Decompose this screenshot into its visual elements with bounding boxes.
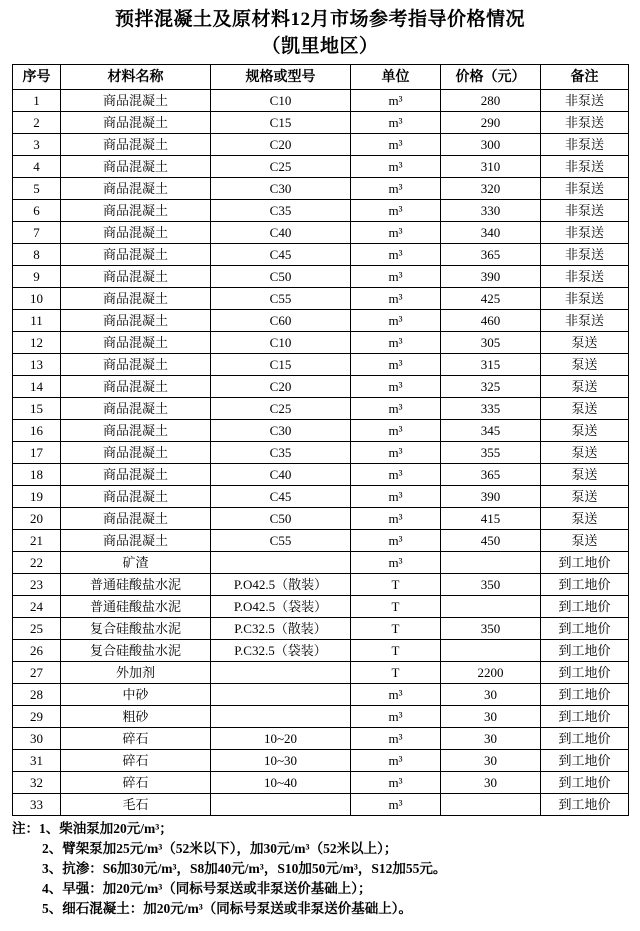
cell-index: 30 [13, 728, 61, 750]
cell-price: 30 [441, 750, 541, 772]
cell-spec [211, 552, 351, 574]
note-line-3: 3、抗渗：S6加30元/m³，S8加40元/m³，S10加50元/m³，S12加55元。 [42, 861, 447, 876]
table-row [13, 596, 629, 618]
cell-remark: 到工地价 [541, 552, 629, 574]
table-row [13, 156, 629, 178]
cell-remark: 泵送 [541, 464, 629, 486]
cell-unit: m³ [351, 772, 441, 794]
title-line-2: （凯里地区） [261, 36, 379, 57]
cell-spec: C55 [211, 530, 351, 552]
cell-remark: 泵送 [541, 376, 629, 398]
cell-index: 9 [13, 266, 61, 288]
cell-material: 商品混凝土 [61, 486, 211, 508]
cell-spec: C20 [211, 376, 351, 398]
cell-spec: P.O42.5（散装） [211, 574, 351, 596]
cell-material: 复合硅酸盐水泥 [61, 640, 211, 662]
column-header-unit: 单位 [351, 65, 441, 90]
cell-material: 商品混凝土 [61, 222, 211, 244]
cell-price: 425 [441, 288, 541, 310]
cell-price: 415 [441, 508, 541, 530]
column-header-material: 材料名称 [61, 65, 211, 90]
cell-material: 外加剂 [61, 662, 211, 684]
cell-unit: m³ [351, 288, 441, 310]
cell-index: 29 [13, 706, 61, 728]
cell-unit: m³ [351, 398, 441, 420]
table-row [13, 574, 629, 596]
cell-index: 32 [13, 772, 61, 794]
cell-price: 30 [441, 684, 541, 706]
cell-remark: 泵送 [541, 508, 629, 530]
cell-remark: 到工地价 [541, 618, 629, 640]
table-row [13, 90, 629, 112]
table-row [13, 354, 629, 376]
cell-index: 4 [13, 156, 61, 178]
cell-remark: 非泵送 [541, 200, 629, 222]
cell-unit: m³ [351, 706, 441, 728]
cell-unit: m³ [351, 728, 441, 750]
table-row [13, 662, 629, 684]
cell-material: 普通硅酸盐水泥 [61, 596, 211, 618]
cell-unit: m³ [351, 90, 441, 112]
table-row [13, 222, 629, 244]
cell-material: 商品混凝土 [61, 156, 211, 178]
cell-unit: m³ [351, 354, 441, 376]
cell-remark: 泵送 [541, 530, 629, 552]
cell-unit: m³ [351, 200, 441, 222]
table-row [13, 332, 629, 354]
cell-remark: 非泵送 [541, 266, 629, 288]
cell-remark: 到工地价 [541, 728, 629, 750]
cell-spec: 10~30 [211, 750, 351, 772]
cell-remark: 泵送 [541, 486, 629, 508]
cell-remark: 泵送 [541, 354, 629, 376]
cell-unit: T [351, 662, 441, 684]
cell-price: 340 [441, 222, 541, 244]
cell-index: 17 [13, 442, 61, 464]
cell-price: 330 [441, 200, 541, 222]
cell-price: 350 [441, 618, 541, 640]
cell-unit: m³ [351, 222, 441, 244]
cell-spec: C20 [211, 134, 351, 156]
cell-remark: 非泵送 [541, 310, 629, 332]
table-row [13, 552, 629, 574]
cell-remark: 到工地价 [541, 640, 629, 662]
column-header-spec: 规格或型号 [211, 65, 351, 90]
cell-spec: C45 [211, 244, 351, 266]
cell-remark: 非泵送 [541, 222, 629, 244]
cell-material: 商品混凝土 [61, 200, 211, 222]
cell-price: 320 [441, 178, 541, 200]
cell-price: 460 [441, 310, 541, 332]
table-row [13, 310, 629, 332]
cell-unit: m³ [351, 244, 441, 266]
cell-index: 27 [13, 662, 61, 684]
column-header-index: 序号 [13, 65, 61, 90]
cell-index: 20 [13, 508, 61, 530]
cell-remark: 泵送 [541, 420, 629, 442]
cell-remark: 到工地价 [541, 662, 629, 684]
cell-spec: C35 [211, 442, 351, 464]
table-row [13, 706, 629, 728]
cell-remark: 到工地价 [541, 706, 629, 728]
table-row [13, 134, 629, 156]
table-row [13, 728, 629, 750]
cell-index: 14 [13, 376, 61, 398]
note-line-5: 5、细石混凝土：加20元/m³（同标号泵送或非泵送价基础上）。 [42, 901, 413, 916]
cell-material: 商品混凝土 [61, 134, 211, 156]
cell-material: 商品混凝土 [61, 90, 211, 112]
cell-spec: C15 [211, 354, 351, 376]
cell-material: 碎石 [61, 772, 211, 794]
cell-spec [211, 662, 351, 684]
cell-index: 5 [13, 178, 61, 200]
cell-unit: m³ [351, 552, 441, 574]
cell-material: 商品混凝土 [61, 508, 211, 530]
cell-unit: m³ [351, 750, 441, 772]
cell-price: 350 [441, 574, 541, 596]
cell-index: 21 [13, 530, 61, 552]
cell-price: 2200 [441, 662, 541, 684]
cell-material: 矿渣 [61, 552, 211, 574]
cell-index: 8 [13, 244, 61, 266]
cell-material: 商品混凝土 [61, 376, 211, 398]
cell-index: 15 [13, 398, 61, 420]
cell-unit: m³ [351, 376, 441, 398]
table-row [13, 464, 629, 486]
cell-material: 商品混凝土 [61, 288, 211, 310]
cell-spec: C35 [211, 200, 351, 222]
cell-price: 390 [441, 486, 541, 508]
cell-spec: 10~40 [211, 772, 351, 794]
cell-unit: T [351, 640, 441, 662]
table-row [13, 288, 629, 310]
cell-price [441, 794, 541, 816]
cell-material: 商品混凝土 [61, 530, 211, 552]
cell-unit: m³ [351, 508, 441, 530]
cell-price [441, 552, 541, 574]
table-row [13, 398, 629, 420]
cell-unit: m³ [351, 134, 441, 156]
cell-material: 普通硅酸盐水泥 [61, 574, 211, 596]
cell-remark: 非泵送 [541, 156, 629, 178]
cell-index: 12 [13, 332, 61, 354]
cell-unit: m³ [351, 486, 441, 508]
table-header-row [13, 65, 629, 90]
cell-index: 33 [13, 794, 61, 816]
cell-index: 3 [13, 134, 61, 156]
cell-price: 30 [441, 772, 541, 794]
cell-index: 19 [13, 486, 61, 508]
cell-price: 315 [441, 354, 541, 376]
cell-spec: C30 [211, 420, 351, 442]
cell-material: 碎石 [61, 750, 211, 772]
cell-material: 商品混凝土 [61, 178, 211, 200]
cell-index: 10 [13, 288, 61, 310]
cell-remark: 到工地价 [541, 596, 629, 618]
page-title [12, 6, 628, 60]
cell-price: 365 [441, 464, 541, 486]
table-row [13, 508, 629, 530]
cell-price: 390 [441, 266, 541, 288]
cell-spec: C45 [211, 486, 351, 508]
cell-spec: P.O42.5（袋装） [211, 596, 351, 618]
cell-spec [211, 706, 351, 728]
table-row [13, 112, 629, 134]
cell-remark: 非泵送 [541, 244, 629, 266]
cell-material: 商品混凝土 [61, 464, 211, 486]
cell-unit: T [351, 574, 441, 596]
note-line-1: 注：1、柴油泵加20元/m³； [12, 821, 173, 836]
cell-spec: C10 [211, 90, 351, 112]
cell-material: 毛石 [61, 794, 211, 816]
column-header-remark: 备注 [541, 65, 629, 90]
cell-index: 13 [13, 354, 61, 376]
cell-index: 1 [13, 90, 61, 112]
cell-spec: C60 [211, 310, 351, 332]
cell-unit: m³ [351, 794, 441, 816]
table-row [13, 442, 629, 464]
cell-remark: 到工地价 [541, 574, 629, 596]
cell-material: 复合硅酸盐水泥 [61, 618, 211, 640]
cell-spec: C25 [211, 398, 351, 420]
table-row [13, 530, 629, 552]
cell-remark: 泵送 [541, 442, 629, 464]
table-row [13, 772, 629, 794]
cell-material: 商品混凝土 [61, 112, 211, 134]
cell-index: 24 [13, 596, 61, 618]
cell-unit: m³ [351, 442, 441, 464]
cell-spec: C15 [211, 112, 351, 134]
cell-remark: 非泵送 [541, 90, 629, 112]
cell-unit: m³ [351, 332, 441, 354]
cell-remark: 非泵送 [541, 178, 629, 200]
cell-index: 31 [13, 750, 61, 772]
cell-remark: 非泵送 [541, 112, 629, 134]
cell-unit: T [351, 596, 441, 618]
cell-material: 商品混凝土 [61, 442, 211, 464]
cell-material: 粗砂 [61, 706, 211, 728]
table-header [13, 65, 629, 90]
cell-unit: m³ [351, 684, 441, 706]
note-line-2: 2、臂架泵加25元/m³（52米以下），加30元/m³（52米以上）； [42, 841, 398, 856]
cell-material: 商品混凝土 [61, 420, 211, 442]
cell-price: 345 [441, 420, 541, 442]
cell-remark: 到工地价 [541, 794, 629, 816]
cell-material: 商品混凝土 [61, 398, 211, 420]
cell-unit: m³ [351, 420, 441, 442]
cell-spec: C40 [211, 464, 351, 486]
cell-spec: C50 [211, 266, 351, 288]
cell-price: 335 [441, 398, 541, 420]
cell-index: 26 [13, 640, 61, 662]
cell-price [441, 640, 541, 662]
cell-material: 碎石 [61, 728, 211, 750]
cell-unit: m³ [351, 464, 441, 486]
cell-index: 25 [13, 618, 61, 640]
cell-index: 6 [13, 200, 61, 222]
cell-price: 355 [441, 442, 541, 464]
cell-price: 280 [441, 90, 541, 112]
cell-material: 商品混凝土 [61, 266, 211, 288]
table-row [13, 178, 629, 200]
cell-unit: m³ [351, 266, 441, 288]
cell-unit: m³ [351, 156, 441, 178]
cell-index: 11 [13, 310, 61, 332]
table-row [13, 486, 629, 508]
cell-spec: 10~20 [211, 728, 351, 750]
price-table [12, 64, 629, 816]
cell-spec [211, 794, 351, 816]
cell-material: 商品混凝土 [61, 332, 211, 354]
table-row [13, 640, 629, 662]
cell-remark: 非泵送 [541, 134, 629, 156]
cell-spec: C55 [211, 288, 351, 310]
cell-spec: C50 [211, 508, 351, 530]
cell-remark: 到工地价 [541, 772, 629, 794]
table-row [13, 618, 629, 640]
cell-spec: P.C32.5（袋装） [211, 640, 351, 662]
table-row [13, 684, 629, 706]
cell-price: 450 [441, 530, 541, 552]
cell-price: 290 [441, 112, 541, 134]
cell-index: 23 [13, 574, 61, 596]
table-row [13, 420, 629, 442]
table-row [13, 200, 629, 222]
cell-spec: C25 [211, 156, 351, 178]
note-line-4: 4、早强：加20元/m³（同标号泵送或非泵送价基础上）； [42, 881, 372, 896]
cell-spec: C10 [211, 332, 351, 354]
cell-spec: C30 [211, 178, 351, 200]
cell-unit: T [351, 618, 441, 640]
cell-remark: 到工地价 [541, 684, 629, 706]
cell-material: 商品混凝土 [61, 310, 211, 332]
table-row [13, 750, 629, 772]
cell-unit: m³ [351, 530, 441, 552]
cell-price: 300 [441, 134, 541, 156]
cell-spec: C40 [211, 222, 351, 244]
cell-index: 28 [13, 684, 61, 706]
cell-material: 中砂 [61, 684, 211, 706]
cell-index: 2 [13, 112, 61, 134]
cell-index: 16 [13, 420, 61, 442]
table-row [13, 266, 629, 288]
title-line-1: 预拌混凝土及原材料12月市场参考指导价格情况 [114, 9, 525, 30]
cell-price: 30 [441, 728, 541, 750]
cell-price: 310 [441, 156, 541, 178]
cell-price: 325 [441, 376, 541, 398]
cell-price: 305 [441, 332, 541, 354]
notes-block [12, 819, 628, 919]
cell-index: 7 [13, 222, 61, 244]
cell-remark: 泵送 [541, 398, 629, 420]
cell-price [441, 596, 541, 618]
table-row [13, 794, 629, 816]
cell-spec [211, 684, 351, 706]
cell-price: 365 [441, 244, 541, 266]
cell-remark: 泵送 [541, 332, 629, 354]
table-body [13, 90, 629, 816]
cell-index: 18 [13, 464, 61, 486]
cell-remark: 到工地价 [541, 750, 629, 772]
cell-remark: 非泵送 [541, 288, 629, 310]
cell-unit: m³ [351, 310, 441, 332]
cell-spec: P.C32.5（散装） [211, 618, 351, 640]
cell-unit: m³ [351, 178, 441, 200]
table-row [13, 376, 629, 398]
cell-material: 商品混凝土 [61, 354, 211, 376]
column-header-price: 价格（元） [441, 65, 541, 90]
cell-index: 22 [13, 552, 61, 574]
cell-price: 30 [441, 706, 541, 728]
cell-material: 商品混凝土 [61, 244, 211, 266]
table-row [13, 244, 629, 266]
cell-unit: m³ [351, 112, 441, 134]
